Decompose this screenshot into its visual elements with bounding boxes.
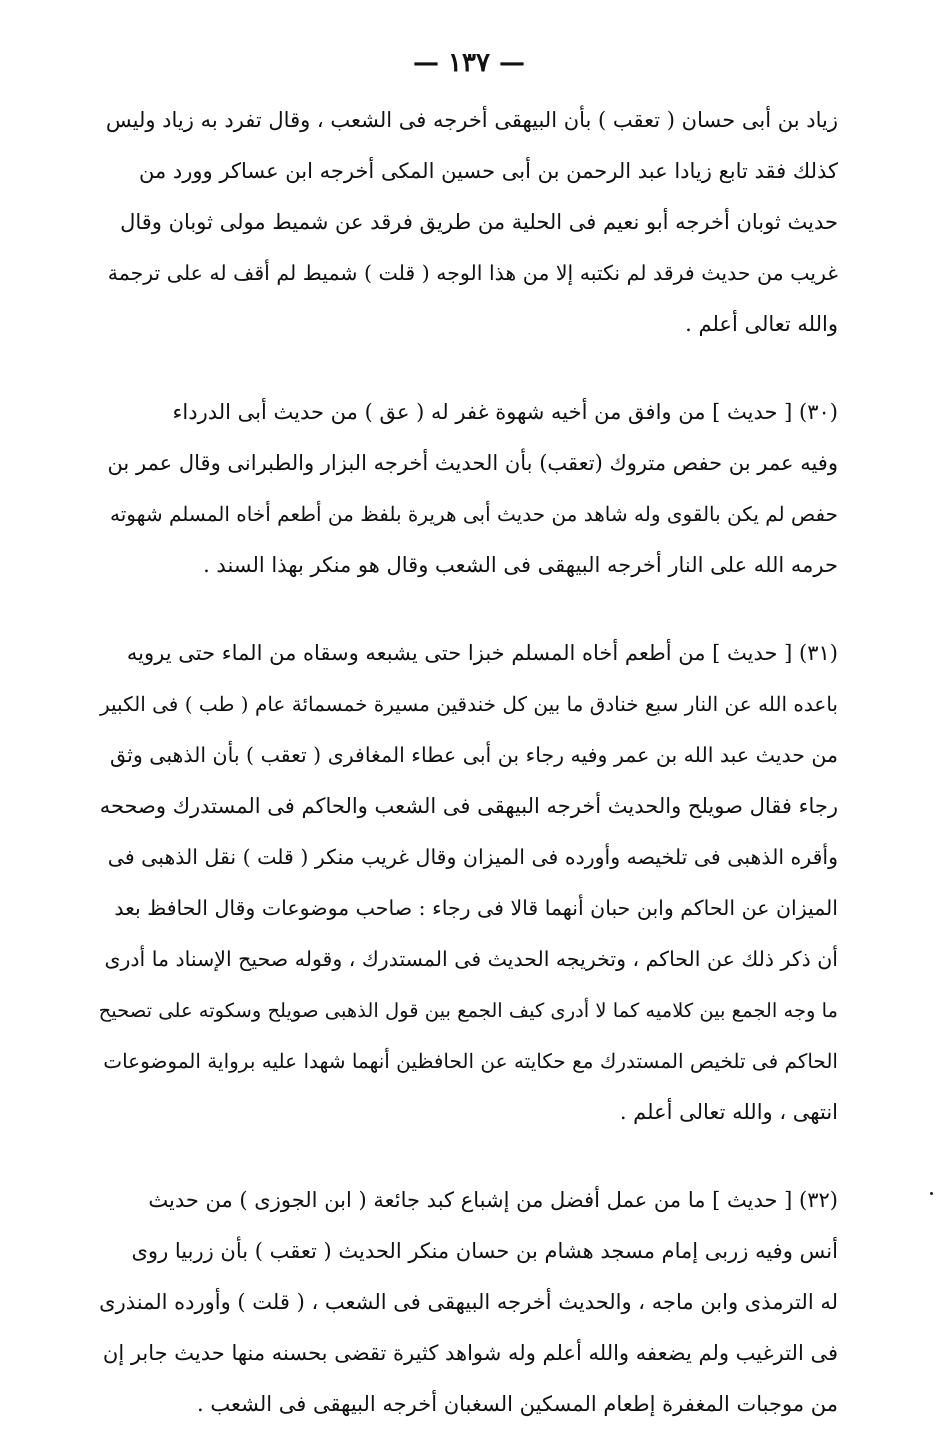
text-line: الحاكم فى تلخيص المستدرك مع حكايته عن الحافظين أنهما شهدا عليه برواية الموضوعات [103, 1049, 838, 1073]
body-text [98, 95, 838, 1430]
text-line: غريب من حديث فرقد لم نكتبه إلا من هذا الوجه ( قلت ) شميط لم أقف له على ترجمة [107, 261, 838, 285]
text-line: زياد بن أبى حسان ( تعقب ) بأن البيهقى أخرجه فى الشعب ، وقال تفرد به زياد وليس [105, 108, 838, 132]
paragraph-gap [98, 591, 838, 628]
text-line: وفيه عمر بن حفص متروك (تعقب) بأن الحديث أخرجه البزار والطبرانى وقال عمر بن [107, 451, 838, 475]
scan-speck [930, 1192, 933, 1195]
text-line: أنس وفيه زربى إمام مسجد هشام بن حسان منكر الحديث ( تعقب ) بأن زربيا روى [131, 1239, 838, 1263]
paragraph-hadith-31 [98, 628, 838, 1138]
page-number: — ١٣٧ — [412, 48, 526, 78]
paragraph-hadith-30 [98, 387, 838, 591]
text-line: حديث ثوبان أخرجه أبو نعيم فى الحلية من طريق فرقد عن شميط مولى ثوبان وقال [120, 210, 838, 234]
text-line: من حديث عبد الله بن عمر وفيه رجاء بن أبى عطاء المغافرى ( تعقب ) بأن الذهبى وثق [110, 743, 838, 767]
paragraph-intro [98, 95, 838, 350]
text-line: (٣٢) [ حديث ] ما من عمل أفضل من إشباع كبد جائعة ( ابن الجوزى ) من حديث [148, 1188, 838, 1212]
text-line: انتهى ، والله تعالى أعلم . [619, 1100, 838, 1124]
text-line: حرمه الله على النار أخرجه البيهقى فى الشعب وقال هو منكر بهذا السند . [203, 553, 838, 577]
text-line: (٣٠) [ حديث ] من وافق من أخيه شهوة غفر له ( عق ) من حديث أبى الدرداء [172, 400, 838, 424]
text-line: (٣١) [ حديث ] من أطعم أخاه المسلم خبزا حتى يشبعه وسقاه من الماء حتى يرويه [126, 641, 838, 665]
text-line: باعده الله عن النار سبع خنادق ما بين كل خندقين مسيرة خمسمائة عام ( طب ) فى الكبير [99, 692, 838, 716]
text-line: حفص لم يكن بالقوى وله شاهد من حديث أبى هريرة بلفظ من أطعم أخاه المسلم شهوته [109, 502, 838, 526]
paragraph-gap [98, 350, 838, 387]
text-line: كذلك فقد تابع زيادا عبد الرحمن بن أبى حسين المكى أخرجه ابن عساكر وورد من [139, 159, 838, 183]
text-line: فى الترغيب ولم يضعفه والله أعلم وله شواهد كثيرة تقضى بحسنه منها حديث جابر إن [102, 1341, 838, 1365]
paragraph-gap [98, 1138, 838, 1175]
text-line: والله تعالى أعلم . [685, 312, 838, 336]
text-line: أن ذكر ذلك عن الحاكم ، وتخريجه الحديث فى المستدرك ، وقوله صحيح الإسناد ما أدرى [104, 947, 838, 971]
text-line: الميزان عن الحاكم وابن حبان أنهما قالا فى رجاء : صاحب موضوعات وقال الحافظ بعد [114, 896, 838, 920]
text-line: ما وجه الجمع بين كلاميه كما لا أدرى كيف الجمع بين قول الذهبى صويلح وسكوته على تصحيح [98, 999, 838, 1022]
text-line: من موجبات المغفرة إطعام المسكين السغبان أخرجه البيهقى فى الشعب . [197, 1392, 838, 1416]
text-line: رجاء فقال صويلح والحديث أخرجه البيهقى فى الشعب والحاكم فى المستدرك وصححه [99, 794, 838, 818]
text-line: وأقره الذهبى فى تلخيصه وأورده فى الميزان وقال غريب منكر ( قلت ) نقل الذهبى فى [107, 845, 838, 869]
paragraph-hadith-32 [98, 1175, 838, 1430]
text-line: له الترمذى وابن ماجه ، والحديث أخرجه البيهقى فى الشعب ، ( قلت ) وأورده المنذرى [99, 1290, 838, 1314]
